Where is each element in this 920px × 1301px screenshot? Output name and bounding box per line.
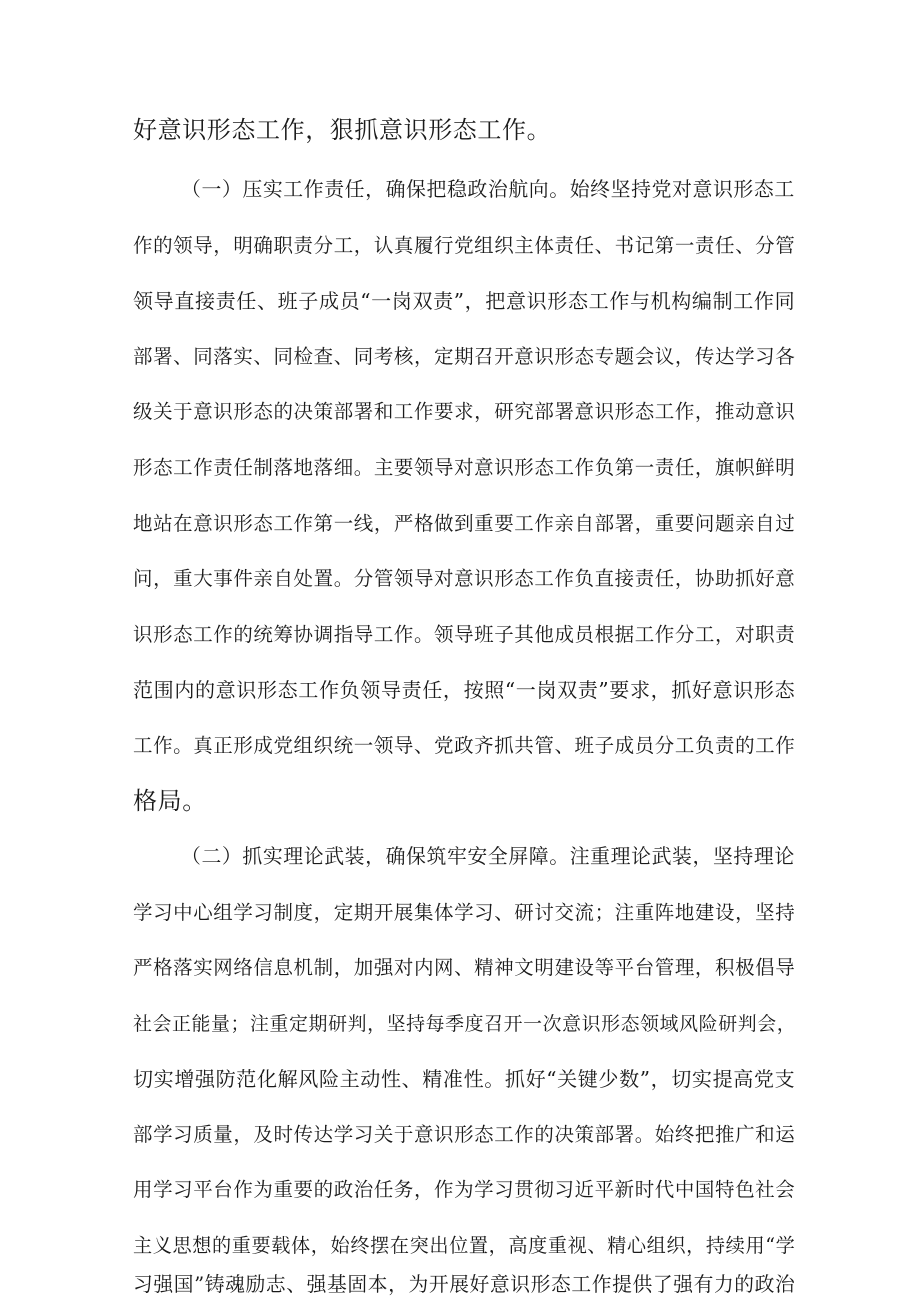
text-line: 部学习质量，及时传达学习关于意识形态工作的决策部署。始终把推广和运 bbox=[133, 1123, 796, 1146]
text-line: 领导直接责任、班子成员“一岗双责”，把意识形态工作与机构编制工作同 bbox=[133, 289, 796, 313]
text-line: 好意识形态工作，狠抓意识形态工作。 bbox=[133, 116, 552, 144]
text-line: 严格落实网络信息机制，加强对内网、精神文明建设等平台管理，积极倡导 bbox=[133, 956, 796, 979]
text-line: 工作。真正形成党组织统一领导、党政齐抓共管、班子成员分工负责的工作 bbox=[133, 734, 796, 757]
text-line: 级关于意识形态的决策部署和工作要求，研究部署意识形态工作，推动意识 bbox=[133, 400, 796, 423]
text-line: （一）压实工作责任，确保把稳政治航向。始终坚持党对意识形态工 bbox=[181, 178, 795, 201]
text-line: 学习中心组学习制度，定期开展集体学习、研讨交流；注重阵地建设，坚持 bbox=[133, 901, 796, 924]
text-line: 范围内的意识形态工作负领导责任，按照“一岗双责”要求，抓好意识形态 bbox=[133, 678, 796, 702]
text-line: 问，重大事件亲自处置。分管领导对意识形态工作负直接责任，协助抓好意 bbox=[133, 567, 796, 590]
text-line: 格局。 bbox=[133, 787, 207, 815]
text-line: 社会正能量；注重定期研判，坚持每季度召开一次意识形态领域风险研判会， bbox=[133, 1013, 797, 1035]
text-line: 用学习平台作为重要的政治任务，作为学习贯彻习近平新时代中国特色社会 bbox=[133, 1178, 796, 1201]
text-line: 主义思想的重要载体，始终摆在突出位置，高度重视、精心组织，持续用“学 bbox=[133, 1234, 796, 1257]
text-line: （二）抓实理论武装，确保筑牢安全屏障。注重理论武装，坚持理论 bbox=[181, 845, 795, 868]
text-line: 地站在意识形态工作第一线，严格做到重要工作亲自部署，重要问题亲自过 bbox=[133, 512, 796, 535]
text-line: 作的领导，明确职责分工，认真履行党组织主体责任、书记第一责任、分管 bbox=[133, 234, 796, 257]
text-line: 识形态工作的统筹协调指导工作。领导班子其他成员根据工作分工，对职责 bbox=[133, 623, 796, 646]
text-line: 形态工作责任制落地落细。主要领导对意识形态工作负第一责任，旗帜鲜明 bbox=[133, 456, 796, 479]
text-line: 习强国”铸魂励志、强基固本，为开展好意识形态工作提供了强有力的政治 bbox=[133, 1273, 796, 1296]
text-line: 部署、同落实、同检查、同考核，定期召开意识形态专题会议，传达学习各 bbox=[133, 345, 796, 368]
text-line: 切实增强防范化解风险主动性、精准性。抓好“关键少数”，切实提高党支 bbox=[133, 1067, 796, 1091]
